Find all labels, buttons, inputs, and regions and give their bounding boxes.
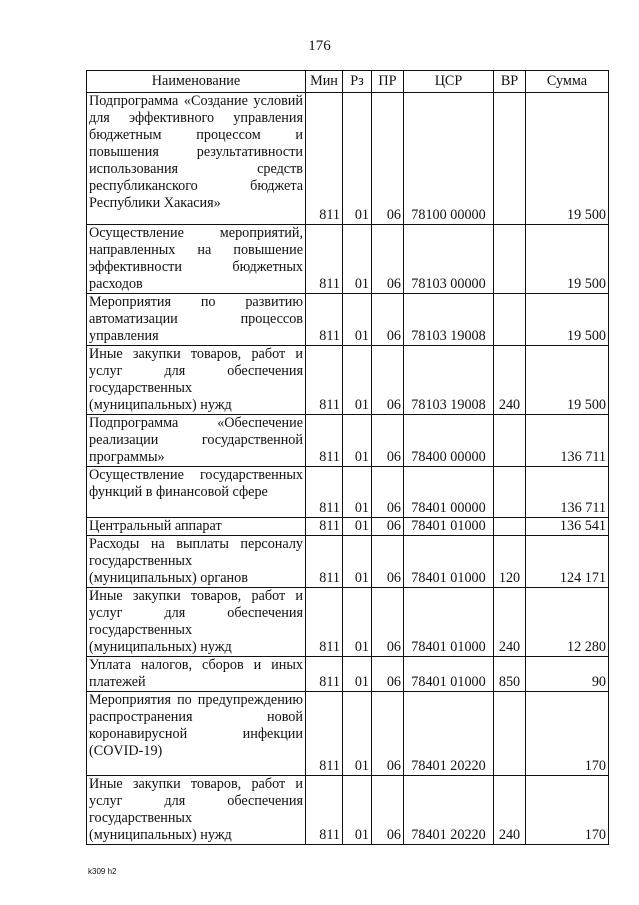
row-pr: 06 bbox=[372, 657, 404, 692]
header-sum: Сумма bbox=[526, 71, 609, 93]
table-row bbox=[87, 657, 609, 692]
row-rz: 01 bbox=[343, 346, 372, 415]
header-pr: ПР bbox=[372, 71, 404, 93]
row-min: 811 bbox=[306, 776, 343, 845]
row-min: 811 bbox=[306, 692, 343, 776]
row-rz: 01 bbox=[343, 294, 372, 346]
row-name: Мероприятия по развитию автоматизации процессов управления bbox=[87, 294, 306, 346]
row-name: Иные закупки товаров, работ и услуг для обеспечения государственных (муниципальных) нужд bbox=[87, 346, 306, 415]
row-vr: 240 bbox=[494, 588, 526, 657]
row-rz: 01 bbox=[343, 225, 372, 294]
table-row bbox=[87, 588, 609, 657]
row-name: Расходы на выплаты персоналу государственных (муниципальных) органов bbox=[87, 536, 306, 588]
header-csr: ЦСР bbox=[404, 71, 494, 93]
row-sum: 90 bbox=[526, 657, 609, 692]
row-csr: 78401 20220 bbox=[404, 776, 494, 845]
row-csr: 78401 01000 bbox=[404, 657, 494, 692]
row-csr: 78400 00000 bbox=[404, 415, 494, 467]
row-sum: 170 bbox=[526, 692, 609, 776]
row-pr: 06 bbox=[372, 346, 404, 415]
row-pr: 06 bbox=[372, 415, 404, 467]
row-name: Центральный аппарат bbox=[87, 518, 306, 536]
row-name: Иные закупки товаров, работ и услуг для обеспечения государственных (муниципальных) нужд bbox=[87, 776, 306, 845]
row-name: Подпрограмма «Обеспечение реализации государственной программы» bbox=[87, 415, 306, 467]
table-row bbox=[87, 518, 609, 536]
header-min: Мин bbox=[306, 71, 343, 93]
row-min: 811 bbox=[306, 225, 343, 294]
row-vr: 850 bbox=[494, 657, 526, 692]
row-csr: 78401 01000 bbox=[404, 518, 494, 536]
header-vr: ВР bbox=[494, 71, 526, 93]
row-vr: 240 bbox=[494, 346, 526, 415]
row-name: Иные закупки товаров, работ и услуг для обеспечения государственных (муниципальных) нужд bbox=[87, 588, 306, 657]
row-rz: 01 bbox=[343, 536, 372, 588]
row-rz: 01 bbox=[343, 467, 372, 518]
row-name: Уплата налогов, сборов и иных платежей bbox=[87, 657, 306, 692]
row-pr: 06 bbox=[372, 536, 404, 588]
row-sum: 136 711 bbox=[526, 415, 609, 467]
row-pr: 06 bbox=[372, 518, 404, 536]
row-csr: 78103 19008 bbox=[404, 346, 494, 415]
row-csr: 78103 00000 bbox=[404, 225, 494, 294]
row-sum: 19 500 bbox=[526, 294, 609, 346]
row-name: Осуществление мероприятий, направленных на повышение эффективности бюджетных расходов bbox=[87, 225, 306, 294]
row-min: 811 bbox=[306, 294, 343, 346]
row-sum: 12 280 bbox=[526, 588, 609, 657]
row-vr bbox=[494, 415, 526, 467]
row-name: Подпрограмма «Создание условий для эффективного управления бюджетным процессом и повышения результативности использования средств республиканского бюджета Республики Хакасия» bbox=[87, 93, 306, 225]
row-vr: 240 bbox=[494, 776, 526, 845]
footer-code: k309 h2 bbox=[88, 867, 117, 876]
table-row bbox=[87, 467, 609, 518]
row-min: 811 bbox=[306, 415, 343, 467]
table-row bbox=[87, 536, 609, 588]
row-vr bbox=[494, 294, 526, 346]
row-csr: 78100 00000 bbox=[404, 93, 494, 225]
row-sum: 170 bbox=[526, 776, 609, 845]
row-min: 811 bbox=[306, 536, 343, 588]
row-csr: 78401 00000 bbox=[404, 467, 494, 518]
row-rz: 01 bbox=[343, 588, 372, 657]
row-csr: 78103 19008 bbox=[404, 294, 494, 346]
row-pr: 06 bbox=[372, 467, 404, 518]
row-vr bbox=[494, 467, 526, 518]
row-sum: 19 500 bbox=[526, 93, 609, 225]
row-pr: 06 bbox=[372, 776, 404, 845]
row-name: Мероприятия по предупреждению распространения новой коронавирусной инфекции (COVID-19) bbox=[87, 692, 306, 776]
row-rz: 01 bbox=[343, 93, 372, 225]
row-sum: 136 541 bbox=[526, 518, 609, 536]
row-min: 811 bbox=[306, 346, 343, 415]
row-pr: 06 bbox=[372, 294, 404, 346]
row-rz: 01 bbox=[343, 657, 372, 692]
row-min: 811 bbox=[306, 518, 343, 536]
row-min: 811 bbox=[306, 588, 343, 657]
row-vr bbox=[494, 518, 526, 536]
page-number: 176 bbox=[308, 38, 331, 54]
row-csr: 78401 01000 bbox=[404, 588, 494, 657]
table-header-row bbox=[87, 71, 609, 93]
table-row bbox=[87, 692, 609, 776]
row-sum: 19 500 bbox=[526, 346, 609, 415]
row-sum: 136 711 bbox=[526, 467, 609, 518]
row-min: 811 bbox=[306, 93, 343, 225]
row-pr: 06 bbox=[372, 93, 404, 225]
table-row bbox=[87, 415, 609, 467]
row-pr: 06 bbox=[372, 692, 404, 776]
table-row bbox=[87, 225, 609, 294]
table-row bbox=[87, 93, 609, 225]
header-rz: Рз bbox=[343, 71, 372, 93]
row-pr: 06 bbox=[372, 225, 404, 294]
table-row bbox=[87, 294, 609, 346]
row-vr: 120 bbox=[494, 536, 526, 588]
row-pr: 06 bbox=[372, 588, 404, 657]
row-min: 811 bbox=[306, 467, 343, 518]
row-name: Осуществление государственных функций в финансовой сфере bbox=[87, 467, 306, 518]
row-vr bbox=[494, 225, 526, 294]
row-rz: 01 bbox=[343, 692, 372, 776]
row-vr bbox=[494, 93, 526, 225]
row-sum: 124 171 bbox=[526, 536, 609, 588]
row-min: 811 bbox=[306, 657, 343, 692]
table-row bbox=[87, 776, 609, 845]
row-csr: 78401 20220 bbox=[404, 692, 494, 776]
row-rz: 01 bbox=[343, 518, 372, 536]
row-rz: 01 bbox=[343, 415, 372, 467]
budget-table bbox=[86, 70, 609, 845]
row-sum: 19 500 bbox=[526, 225, 609, 294]
row-vr bbox=[494, 692, 526, 776]
header-name: Наименование bbox=[87, 71, 306, 93]
row-csr: 78401 01000 bbox=[404, 536, 494, 588]
row-rz: 01 bbox=[343, 776, 372, 845]
table-row bbox=[87, 346, 609, 415]
